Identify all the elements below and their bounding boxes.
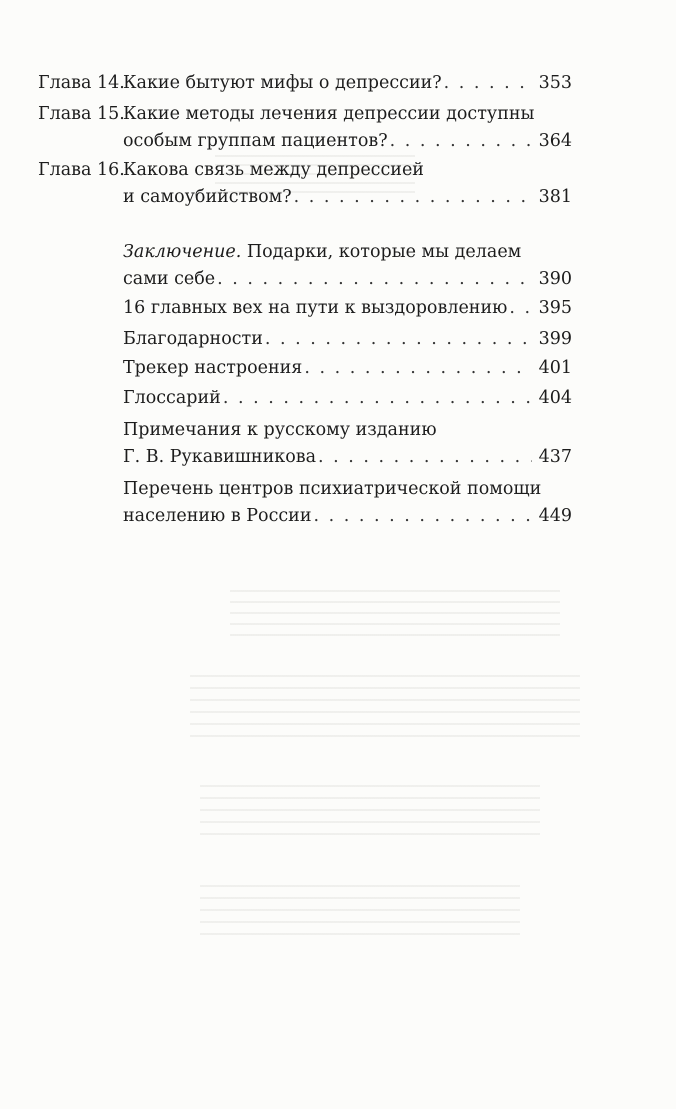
bleed-through	[200, 785, 540, 845]
entry-title	[123, 385, 532, 412]
leader-dots	[390, 128, 532, 155]
leader-dots	[217, 266, 532, 293]
chapter-title	[123, 101, 535, 155]
chapter-label: Глава 16.	[38, 160, 125, 180]
leader-dots	[318, 444, 532, 471]
toc-entry-glossary[interactable]	[38, 385, 572, 412]
conclusion-italic-prefix: Заключение.	[123, 242, 242, 262]
entry-title-line: населению в России	[123, 506, 312, 526]
entry-title-line: Трекер настроения	[123, 358, 303, 378]
entry-title-line: Примечания к русскому изданию	[123, 420, 437, 440]
bleed-through	[200, 885, 520, 945]
leader-dots	[294, 184, 532, 211]
chapter-title	[123, 70, 532, 97]
entry-title	[123, 326, 532, 353]
entry-title-line: Благодарности	[123, 329, 263, 349]
entry-title-line: Какова связь между депрессией	[123, 160, 424, 180]
entry-title-line: особым группам пациентов?	[123, 131, 388, 151]
page-number: 381	[538, 187, 572, 207]
entry-title-line: Подарки, которые мы делаем	[241, 242, 522, 262]
leader-dots	[444, 70, 532, 97]
chapter-title	[123, 157, 532, 211]
toc-entry-mood-tracker[interactable]	[38, 355, 572, 382]
entry-title	[123, 417, 532, 471]
chapter-label: Глава 15.	[38, 104, 125, 124]
toc-entry-milestones[interactable]	[38, 295, 572, 322]
entry-title	[123, 355, 532, 382]
entry-title-line: Глоссарий	[123, 388, 221, 408]
toc-entry-centers[interactable]	[38, 476, 572, 530]
page-number: 404	[538, 388, 572, 408]
entry-title-line: сами себе	[123, 269, 216, 289]
entry-title-line: 16 главных вех на пути к выздоровлению	[123, 298, 508, 318]
leader-dots	[223, 385, 532, 412]
page-number: 437	[538, 447, 572, 467]
leader-dots	[314, 503, 532, 530]
chapter-label: Глава 14.	[38, 73, 125, 93]
entry-title-line: Г. В. Рукавишникова	[123, 447, 317, 467]
bleed-through	[230, 590, 560, 640]
toc-entry-notes[interactable]	[38, 417, 572, 471]
page-number: 399	[538, 329, 572, 349]
page-number: 353	[538, 73, 572, 93]
page-number: 401	[538, 358, 572, 378]
entry-title	[123, 295, 532, 322]
entry-title-line: и самоубийством?	[123, 187, 292, 207]
page-number: 364	[538, 131, 572, 151]
toc-entry-conclusion[interactable]	[38, 239, 572, 293]
entry-title-line: Перечень центров психиатрической помощи	[123, 479, 542, 499]
leader-dots	[265, 326, 532, 353]
leader-dots	[304, 355, 532, 382]
page-number: 395	[538, 298, 572, 318]
toc-entry-chapter-14[interactable]	[38, 70, 572, 97]
toc-entry-chapter-16[interactable]	[38, 157, 572, 211]
bleed-through	[190, 675, 580, 745]
entry-title-line: Какие методы лечения депрессии доступны	[123, 104, 535, 124]
toc-entry-acknowledgements[interactable]	[38, 326, 572, 353]
page-number: 390	[538, 269, 572, 289]
page-number: 449	[538, 506, 572, 526]
toc-entry-chapter-15[interactable]	[38, 101, 572, 155]
entry-title	[123, 476, 542, 530]
entry-title-line: Какие бытуют мифы о депрессии?	[123, 73, 442, 93]
entry-title	[123, 239, 532, 293]
leader-dots	[509, 295, 532, 322]
